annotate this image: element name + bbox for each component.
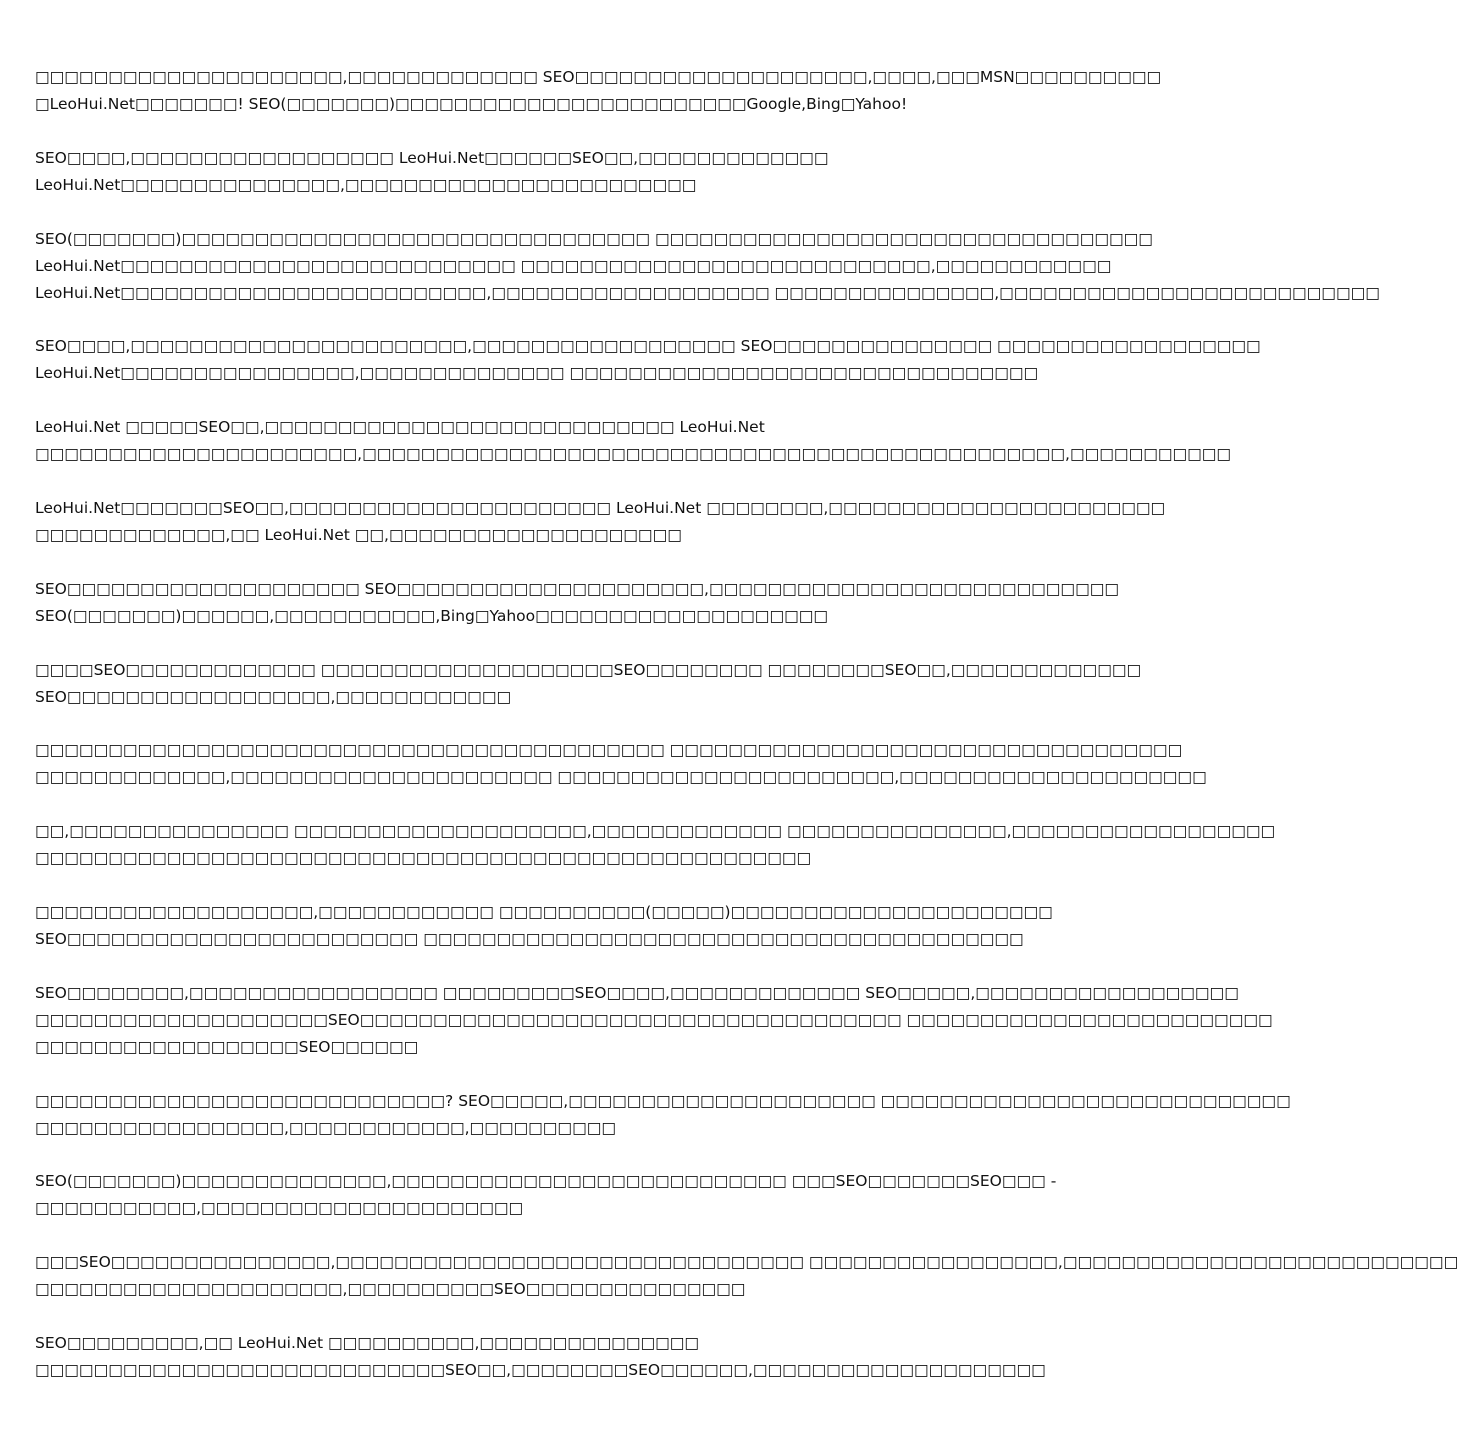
paragraph-line: □□□□□□□□□□□□□□□□□□□□SEO□□□□□□□□□□□□□□□□□□□□□□□□□□□□□□□□□□□□□ □□□□□□□□□□□□□□□□□□□□□□□□□	[35, 1010, 1273, 1029]
paragraph	[35, 737, 1207, 791]
paragraph	[35, 333, 1261, 387]
paragraph-line: □□□□□□□□□□□□□□□□□□□□□□□□□□□□SEO□□,□□□□□□□□SEO□□□□□□,□□□□□□□□□□□□□□□□□□□□	[35, 1360, 1046, 1379]
paragraph-line: LeoHui.Net□□□□□□□□□□□□□□□,□□□□□□□□□□□□□□□□□□□□□□□□	[35, 175, 697, 194]
paragraph-line: □□□□□□□□□□□,□□□□□□□□□□□□□□□□□□□□□□	[35, 1199, 524, 1218]
paragraph	[35, 1088, 1291, 1142]
paragraph	[35, 980, 1273, 1061]
paragraph-line: □□□□□□□□□□□□□□□□□□□□□,□□□□□□□□□□□□□ SEO□□□□□□□□□□□□□□□□□□□□,□□□□,□□□MSN□□□□□□□□□□	[35, 68, 1162, 86]
paragraph-line: □□□□SEO□□□□□□□□□□□□□ □□□□□□□□□□□□□□□□□□□□SEO□□□□□□□□ □□□□□□□□SEO□□,□□□□□□□□□□□□□	[35, 660, 1142, 679]
paragraph	[35, 1168, 1057, 1222]
paragraph-line: SEO(□□□□□□□)□□□□□□,□□□□□□□□□□□,Bing□Yahoo□□□□□□□□□□□□□□□□□□□□	[35, 606, 829, 625]
paragraph-line: LeoHui.Net□□□□□□□SEO□□,□□□□□□□□□□□□□□□□□□□□□□ LeoHui.Net □□□□□□□□,□□□□□□□□□□□□□□□□□□□□□□□	[35, 498, 1166, 517]
paragraph-line: □□□□□□□□□□□□□,□□□□□□□□□□□□□□□□□□□□□□ □□□□□□□□□□□□□□□□□□□□□□□,□□□□□□□□□□□□□□□□□□□□□	[35, 768, 1207, 787]
paragraph-line: SEO(□□□□□□□)□□□□□□□□□□□□□□□□□□□□□□□□□□□□□□□□ □□□□□□□□□□□□□□□□□□□□□□□□□□□□□□□□□□	[35, 229, 1153, 248]
paragraph	[35, 495, 1166, 549]
paragraph-line: □□□□□□□□□□□□□□□□□□□□□□□□□□□□□□□□□□□□□□□□□□□ □□□□□□□□□□□□□□□□□□□□□□□□□□□□□□□□□□□	[35, 741, 1183, 760]
paragraph	[35, 1330, 1046, 1384]
paragraph-line: LeoHui.Net □□□□□SEO□□,□□□□□□□□□□□□□□□□□□□□□□□□□□□□ LeoHui.Net	[35, 418, 765, 437]
paragraph	[35, 226, 1380, 307]
paragraph-line: SEO□□□□,□□□□□□□□□□□□□□□□□□□□□□□,□□□□□□□□□□□□□□□□□□ SEO□□□□□□□□□□□□□□□ □□□□□□□□□□□□□□□□□□	[35, 337, 1261, 356]
paragraph-line: SEO□□□□,□□□□□□□□□□□□□□□□□□ LeoHui.Net□□□□□□SEO□□,□□□□□□□□□□□□□	[35, 148, 829, 167]
paragraph-line: SEO□□□□□□□□□□□□□□□□□□□□□□□□ □□□□□□□□□□□□□□□□□□□□□□□□□□□□□□□□□□□□□□□□□	[35, 929, 1024, 948]
paragraph-line: □□□□□□□□□□□□□□□□□□□,□□□□□□□□□□□□ □□□□□□□□□□(□□□□□)□□□□□□□□□□□□□□□□□□□□□□	[35, 902, 1053, 921]
paragraph	[35, 414, 1232, 468]
paragraph	[35, 576, 1120, 630]
paragraph-line: SEO□□□□□□□□□□□□□□□□□□,□□□□□□□□□□□□	[35, 687, 512, 706]
paragraph	[35, 657, 1142, 711]
paragraph	[35, 145, 995, 199]
paragraph-line: □LeoHui.Net□□□□□□□! SEO(□□□□□□□)□□□□□□□□□□□□□□□□□□□□□□□□Google,Bing□Yahoo!	[35, 95, 908, 113]
paragraph-line: □□□□□□□□□□□□□□□□□□SEO□□□□□□	[35, 1037, 419, 1056]
paragraph	[35, 64, 1162, 118]
paragraph-line: SEO□□□□□□□□□,□□ LeoHui.Net □□□□□□□□□□,□□□□□□□□□□□□□□□	[35, 1333, 700, 1352]
paragraph	[35, 899, 1053, 953]
paragraph-line: □□□□□□□□□□□□□□□□□□□□□□,□□□□□□□□□□□□□□□□□□□□□□□□□□□□□□□□□□□□□□□□□□□□□□□□,□□□□□□□□□□□	[35, 445, 1232, 464]
paragraph-line: LeoHui.Net□□□□□□□□□□□□□□□□□□□□□□□□□,□□□□□□□□□□□□□□□□□□□ □□□□□□□□□□□□□□□,□□□□□□□□□□□□□□□□□□□□□□□□□□	[35, 283, 1380, 302]
paragraph-line: □□□□□□□□□□□□□,□□ LeoHui.Net □□,□□□□□□□□□□□□□□□□□□□□	[35, 525, 682, 544]
paragraph-line: LeoHui.Net□□□□□□□□□□□□□□□□□□□□□□□□□□□ □□□□□□□□□□□□□□□□□□□□□□□□□□□□,□□□□□□□□□□□□	[35, 256, 1112, 275]
article-body	[35, 64, 1458, 1411]
paragraph-line: □□□SEO□□□□□□□□□□□□□□□,□□□□□□□□□□□□□□□□□□□□□□□□□□□□□□□□ □□□□□□□□□□□□□□□□□,□□□□□□□□□□□□□□□□□□□□□□□□□□□	[35, 1253, 1458, 1272]
paragraph-line: □□□□□□□□□□□□□□□□□□□□□□□□□□□□? SEO□□□□□,□□□□□□□□□□□□□□□□□□□□□ □□□□□□□□□□□□□□□□□□□□□□□□□□□□	[35, 1091, 1291, 1110]
paragraph-line: SEO(□□□□□□□)□□□□□□□□□□□□□□,□□□□□□□□□□□□□□□□□□□□□□□□□□□ □□□SEO□□□□□□□SEO□□□ -	[35, 1172, 1057, 1191]
paragraph-line: □□□□□□□□□□□□□□□□□□□□□□□□□□□□□□□□□□□□□□□□□□□□□□□□□□□□□	[35, 849, 812, 868]
paragraph	[35, 1249, 1458, 1303]
paragraph-line: □□□□□□□□□□□□□□□□□,□□□□□□□□□□□□,□□□□□□□□□□	[35, 1118, 617, 1137]
paragraph	[35, 818, 1276, 872]
paragraph-line: □□□□□□□□□□□□□□□□□□□□□,□□□□□□□□□□SEO□□□□□□□□□□□□□□□	[35, 1280, 746, 1299]
paragraph-line: LeoHui.Net□□□□□□□□□□□□□□□□,□□□□□□□□□□□□□□ □□□□□□□□□□□□□□□□□□□□□□□□□□□□□□□□	[35, 364, 1039, 383]
paragraph-line: SEO□□□□□□□□□□□□□□□□□□□□ SEO□□□□□□□□□□□□□□□□□□□□□,□□□□□□□□□□□□□□□□□□□□□□□□□□□□	[35, 579, 1120, 598]
paragraph-line: □□,□□□□□□□□□□□□□□□ □□□□□□□□□□□□□□□□□□□□,□□□□□□□□□□□□□ □□□□□□□□□□□□□□□,□□□□□□□□□□□□□□□□□□	[35, 822, 1276, 841]
paragraph-line: SEO□□□□□□□□,□□□□□□□□□□□□□□□□□ □□□□□□□□□SEO□□□□,□□□□□□□□□□□□□ SEO□□□□□,□□□□□□□□□□□□□□□□□□	[35, 983, 1239, 1002]
